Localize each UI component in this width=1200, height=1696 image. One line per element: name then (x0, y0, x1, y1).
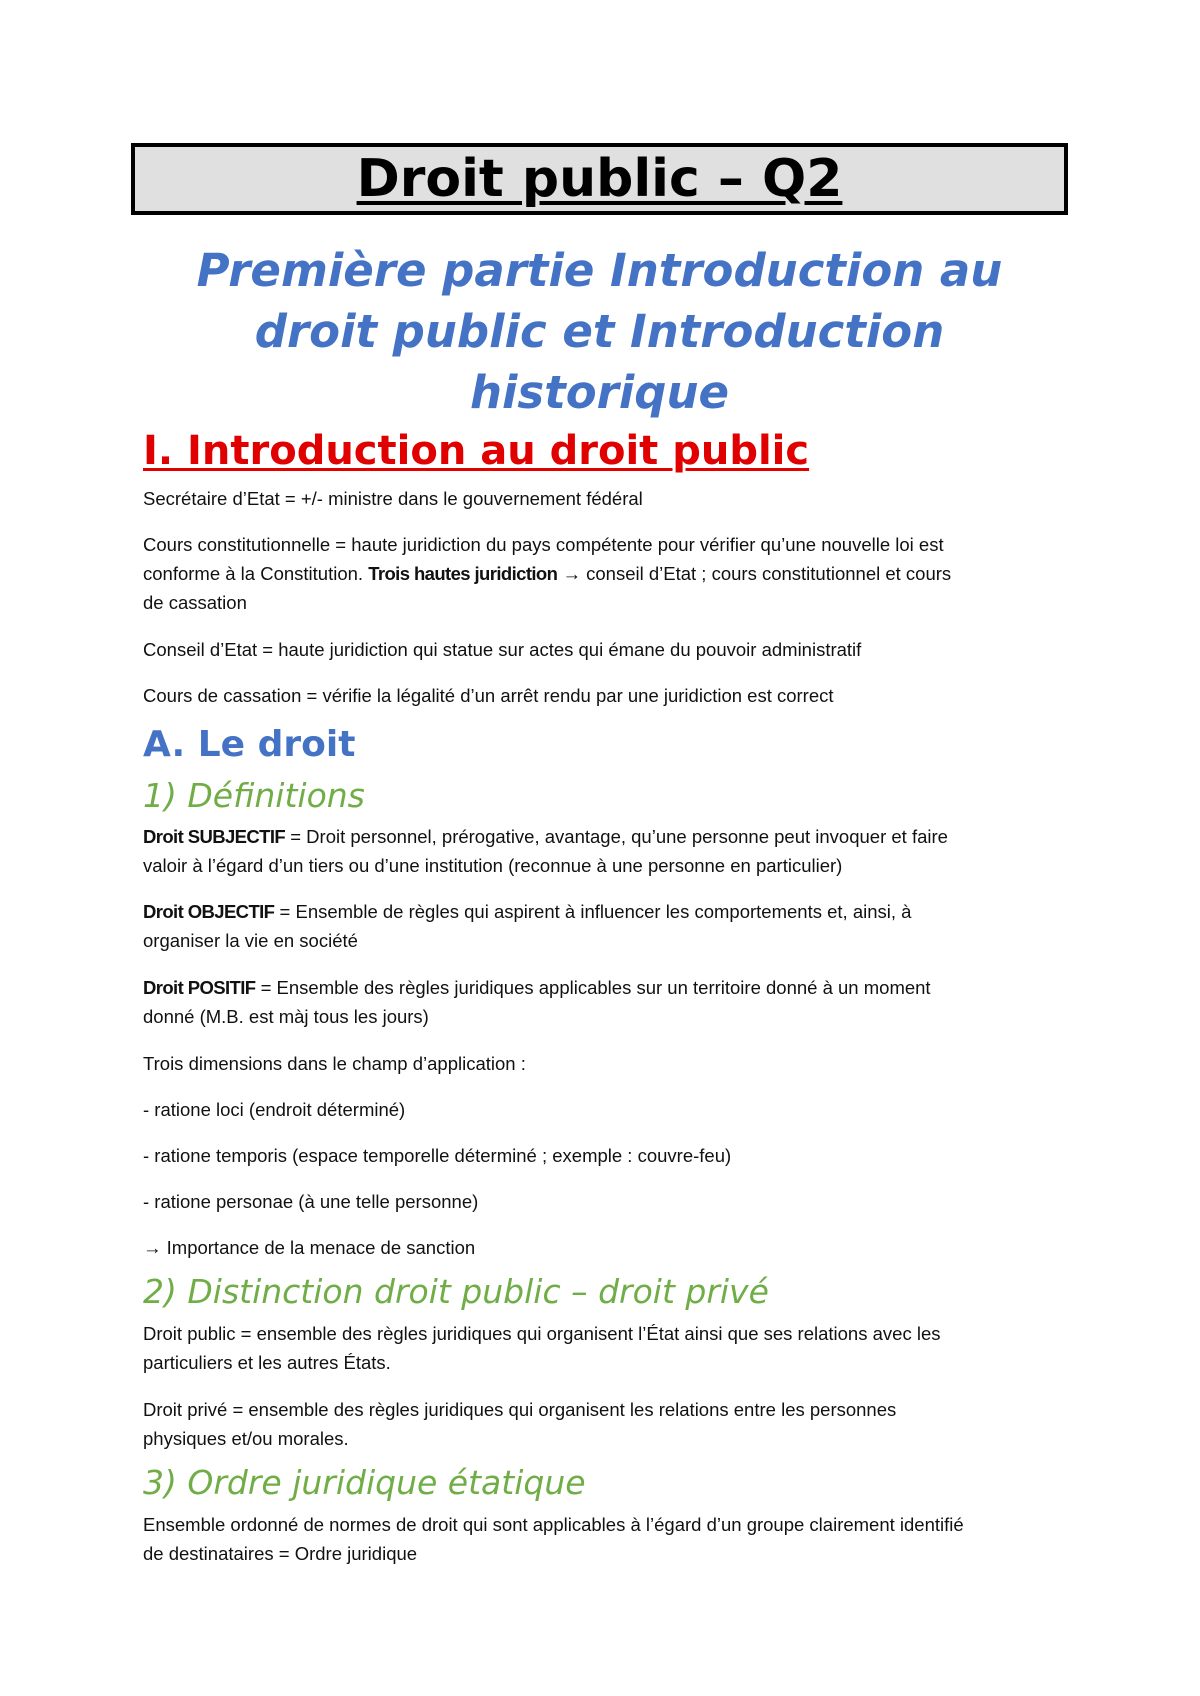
subheading-definitions: 1) Définitions (143, 776, 365, 815)
subheading-distinction: 2) Distinction droit public – droit privé (143, 1272, 769, 1311)
paragraph-droit-objectif: Droit OBJECTIF = Ensemble de règles qui aspirent à influencer les comportements et, ainsi, à organiser la vie en société (143, 901, 912, 951)
paragraph-droit-prive: Droit privé = ensemble des règles juridiques qui organisent les relations entre les personnes physiques et/ou morales. (143, 1399, 897, 1449)
paragraph-menace-sanction: → Importance de la menace de sanction (143, 1237, 476, 1258)
subheading-ordre-juridique: 3) Ordre juridique étatique (143, 1463, 586, 1502)
paragraph-trois-dimensions: Trois dimensions dans le champ d’application : (143, 1053, 526, 1074)
part-title-line: historique (469, 366, 730, 419)
document-title: Droit public – Q2 (356, 149, 843, 209)
list-item-ratione-loci: - ratione loci (endroit déterminé) (143, 1099, 406, 1120)
paragraph-conseil-etat: Conseil d’Etat = haute juridiction qui statue sur actes qui émane du pouvoir administratif (143, 639, 862, 660)
paragraph-droit-subjectif: Droit SUBJECTIF = Droit personnel, prérogative, avantage, qu’une personne peut invoquer et faire valoir à l’égard d’un tiers ou d’une institution (reconnue à une personne en particulier) (143, 826, 948, 876)
paragraph-droit-positif: Droit POSITIF = Ensemble des règles juridiques applicables sur un territoire donné à un moment donné (M.B. est màj tous les jours) (143, 977, 931, 1027)
part-title-line: droit public et Introduction (254, 305, 945, 358)
paragraph-ordre-juridique: Ensemble ordonné de normes de droit qui sont applicables à l’égard d’un groupe clairement identifié de destinataires = Ordre juridique (143, 1514, 964, 1564)
list-item-ratione-personae: - ratione personae (à une telle personne) (143, 1191, 479, 1212)
paragraph-cours-cassation: Cours de cassation = vérifie la légalité d’un arrêt rendu par une juridiction est correct (143, 685, 834, 706)
paragraph-cours-constitutionnelle: Cours constitutionnelle = haute juridiction du pays compétente pour vérifier qu’une nouvelle loi est conforme à la Constitution. Trois hautes juridiction → conseil d’Etat ; cours constitutionnel et cours de cassation (143, 534, 952, 613)
section-heading-A: A. Le droit (143, 724, 356, 765)
paragraph-secretaire: Secrétaire d’Etat = +/- ministre dans le gouvernement fédéral (143, 488, 643, 509)
document-title-box (131, 143, 1068, 215)
part-title (131, 240, 1068, 423)
paragraph-droit-public: Droit public = ensemble des règles juridiques qui organisent l’État ainsi que ses relations avec les particuliers et les autres États. (143, 1323, 941, 1373)
list-item-ratione-temporis: - ratione temporis (espace temporelle déterminé ; exemple : couvre-feu) (143, 1145, 732, 1166)
section-heading-I: I. Introduction au droit public (143, 428, 810, 474)
part-title-line: Première partie Introduction au (196, 244, 1003, 297)
